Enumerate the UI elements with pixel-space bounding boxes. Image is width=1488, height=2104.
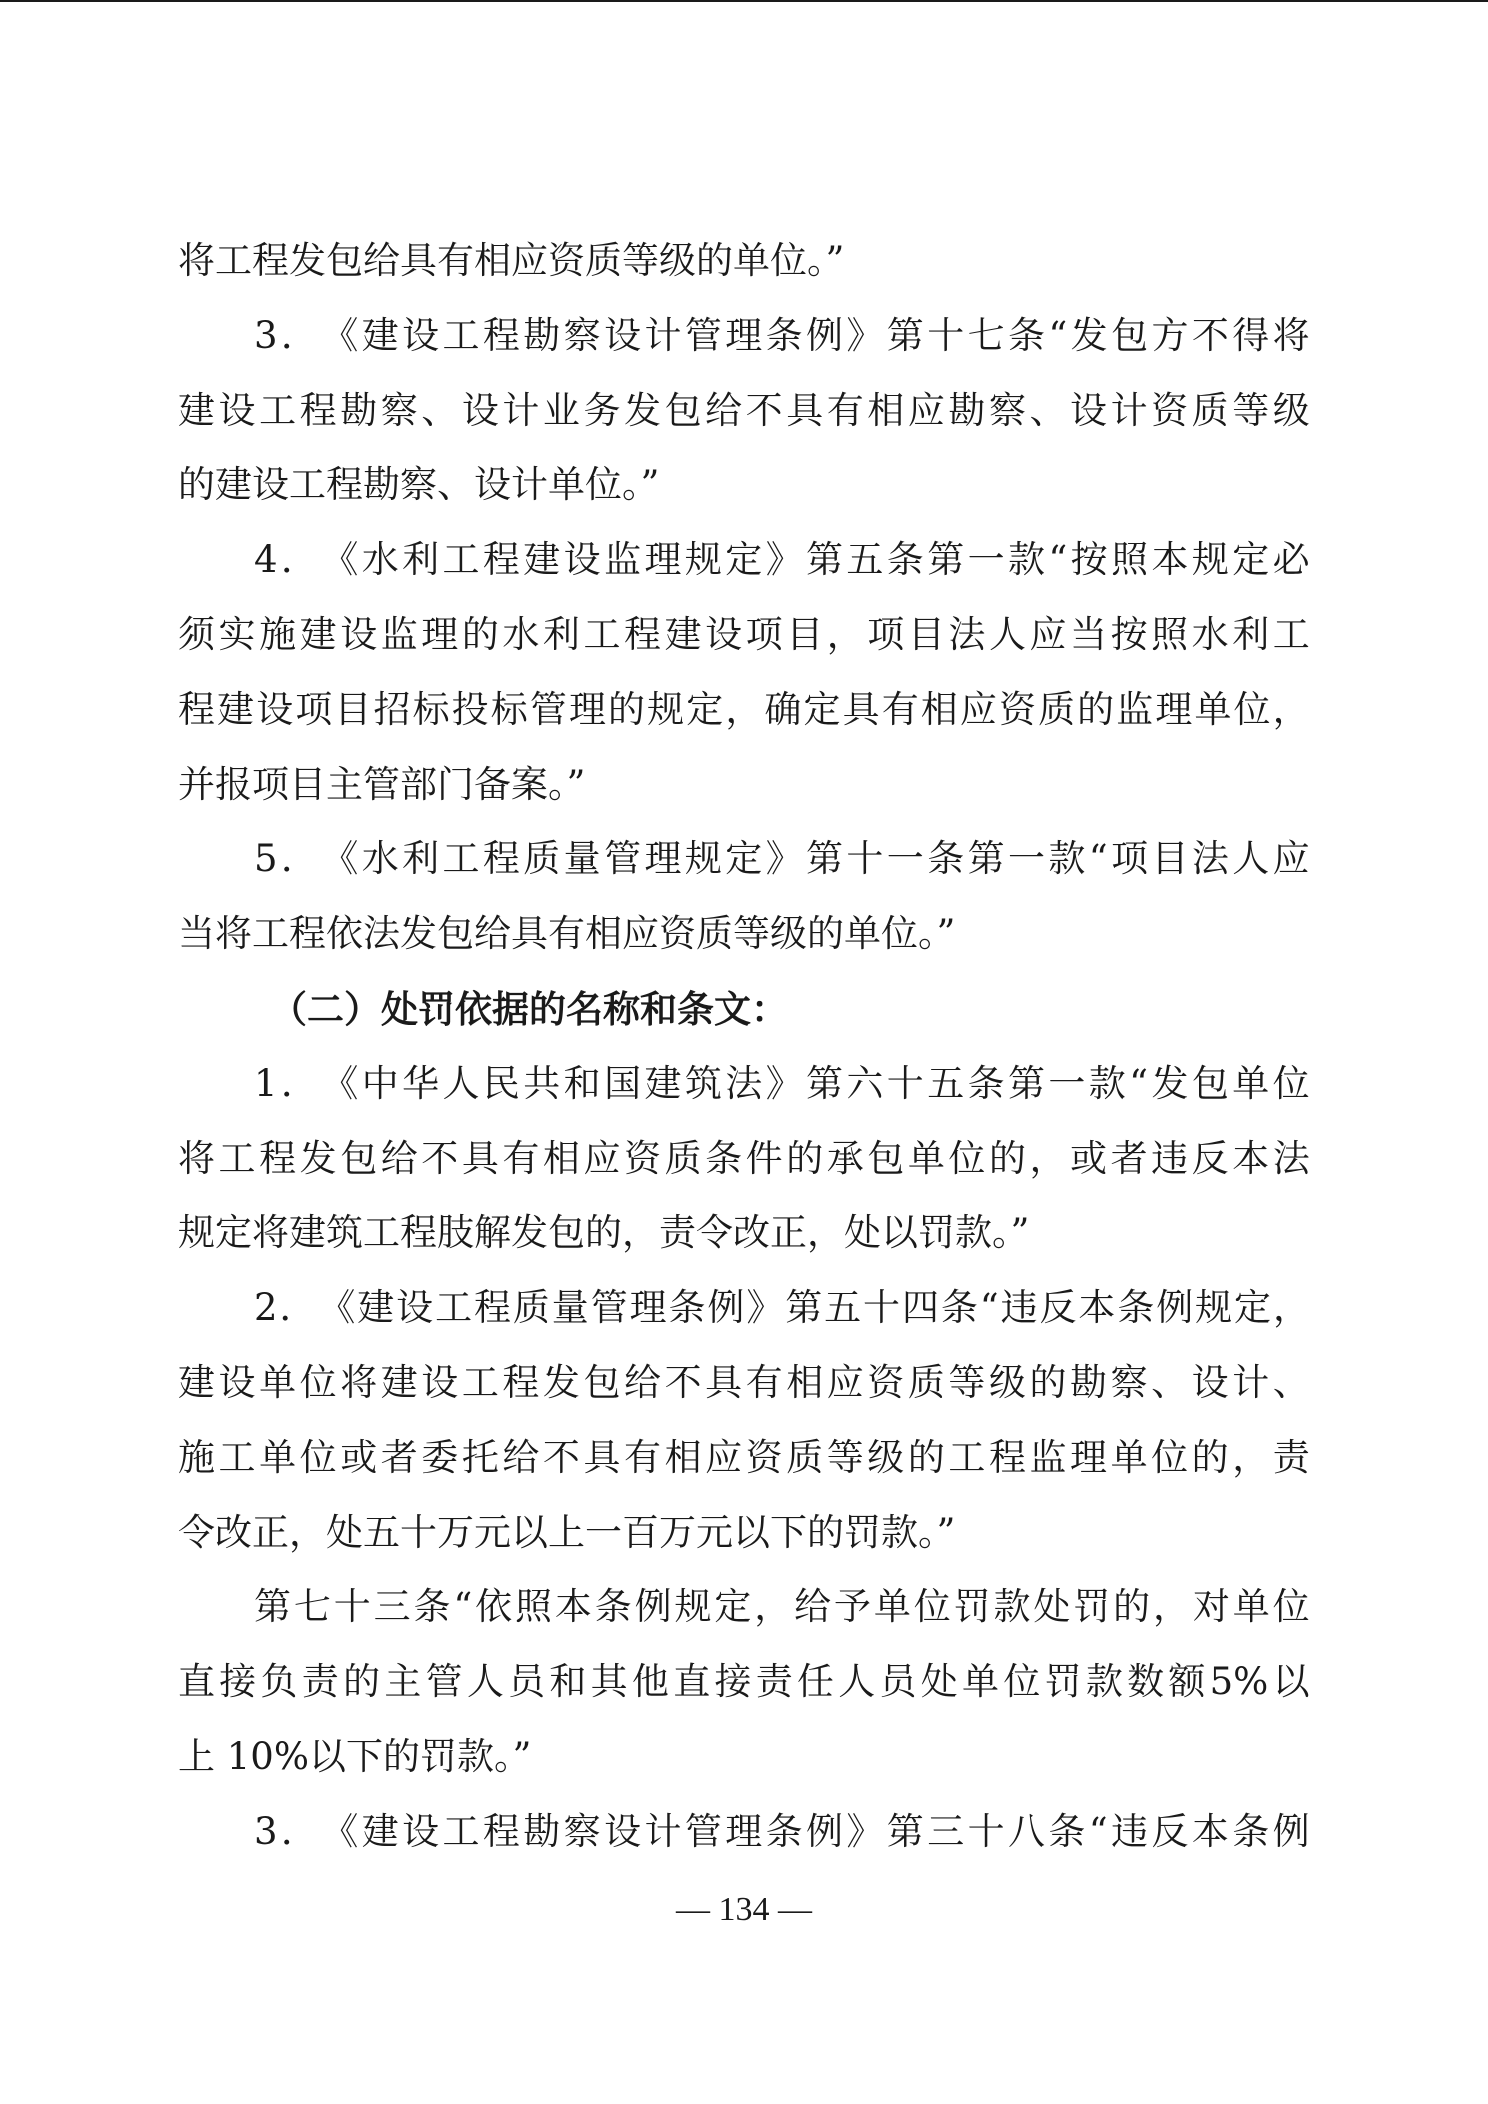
text-line: 3 ． 《 建 设 工 程 勘 察 设 计 管 理 条 例 》 第 十 七 条 “ 发 包 方 不 得 将 — [254, 313, 1310, 357]
text-line: 须 实 施 建 设 监 理 的 水 利 工 程 建 设 项 目 ， 项 目 法 人 应 当 按 照 水 利 工 — [178, 612, 1310, 656]
text-line: 3 ． 《 建 设 工 程 勘 察 设 计 管 理 条 例 》 第 三 十 八 条 “ 违 反 本 条 例 — [254, 1809, 1310, 1853]
text-line: 将工程发包给具有相应资质等级的单位。” — [178, 239, 845, 282]
text-line: 2 ． 《 建 设 工 程 质 量 管 理 条 例 》 第 五 十 四 条 “ 违 反 本 条 例 规 定 ， — [254, 1286, 1310, 1330]
text-line: 建 设 工 程 勘 察 、 设 计 业 务 发 包 给 不 具 有 相 应 勘 察 、 设 计 资 质 等 级 — [178, 388, 1310, 432]
text-line: 第 七 十 三 条 “ 依 照 本 条 例 规 定 ， 给 予 单 位 罚 款 处 罚 的 ， 对 单 位 — [254, 1585, 1310, 1629]
text-line: 施 工 单 位 或 者 委 托 给 不 具 有 相 应 资 质 等 级 的 工 程 监 理 单 位 的 ， 责 — [178, 1435, 1310, 1479]
text-line: 令改正，处五十万元以上一百万元以下的罚款。” — [178, 1510, 956, 1554]
text-line: 建 设 单 位 将 建 设 工 程 发 包 给 不 具 有 相 应 资 质 等 级 的 勘 察 、 设 计 、 — [178, 1360, 1310, 1404]
text-line: 规定将建筑工程肢解发包的，责令改正，处以罚款。” — [178, 1211, 1030, 1255]
text-line: 程 建 设 项 目 招 标 投 标 管 理 的 规 定 ， 确 定 具 有 相 应 资 质 的 监 理 单 位 ， — [178, 687, 1310, 731]
text-line: 当将工程依法发包给具有相应资质等级的单位。” — [178, 912, 956, 956]
text-line: 1 ． 《 中 华 人 民 共 和 国 建 筑 法 》 第 六 十 五 条 第 一 款 “ 发 包 单 位 — [254, 1061, 1310, 1105]
text-line: 的建设工程勘察、设计单位。” — [178, 463, 660, 507]
text-line: 4 ． 《 水 利 工 程 建 设 监 理 规 定 》 第 五 条 第 一 款 “ 按 照 本 规 定 必 — [254, 538, 1310, 582]
text-line: 上 10%以下的罚款。” — [178, 1734, 532, 1778]
body-text — [178, 224, 1310, 1870]
page-number: — 134 — — [676, 1891, 812, 1928]
section-heading: （二）处罚依据的名称和条文： — [270, 986, 788, 1031]
text-line: 将 工 程 发 包 给 不 具 有 相 应 资 质 条 件 的 承 包 单 位 的 ， 或 者 违 反 本 法 — [178, 1136, 1310, 1180]
text-line: 并报项目主管部门备案。” — [178, 762, 586, 806]
text-line: 直 接 负 责 的 主 管 人 员 和 其 他 直 接 责 任 人 员 处 单 位 罚 款 数 额 5% 以 — [178, 1660, 1310, 1704]
text-line: 5 ． 《 水 利 工 程 质 量 管 理 规 定 》 第 十 一 条 第 一 款 “ 项 目 法 人 应 — [254, 837, 1310, 881]
